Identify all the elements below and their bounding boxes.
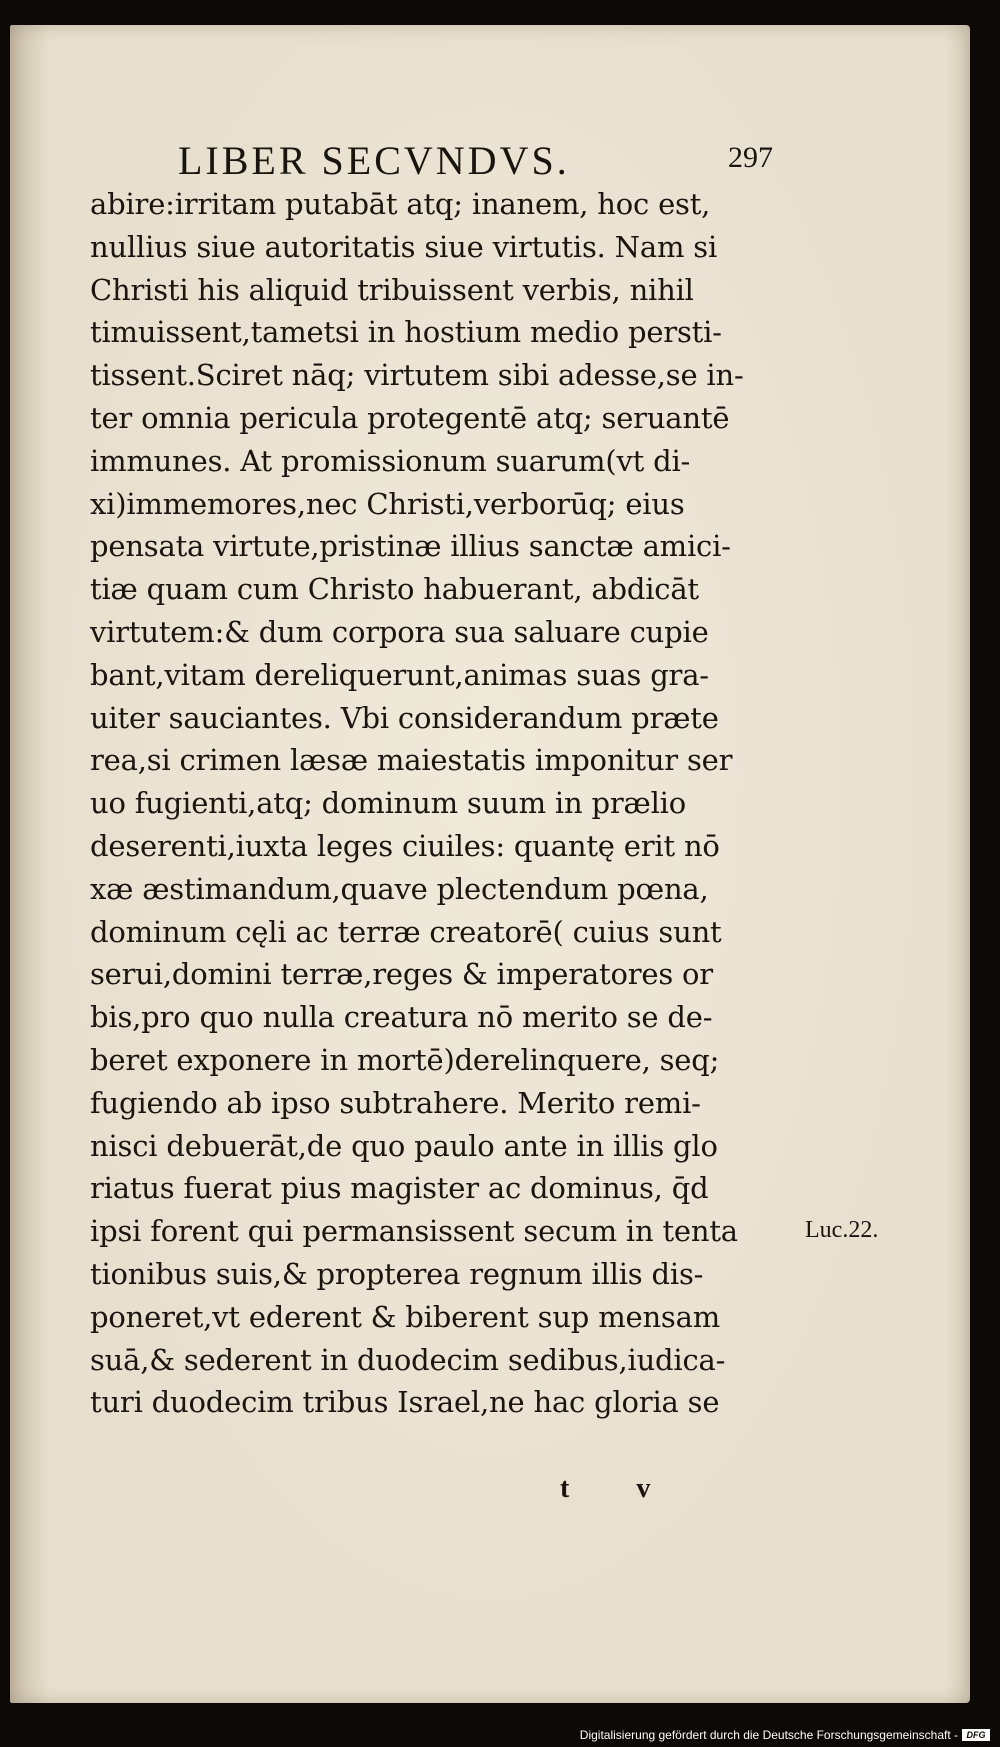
footer-credit: Digitalisierung gefördert durch die Deutsche Forschungsgemeinschaft - — [579, 1728, 958, 1742]
text-line: xæ æstimandum,quave plectendum pœna, — [90, 871, 709, 906]
text-line: suā,& sederent in duodecim sedibus,iudica- — [90, 1342, 726, 1377]
text-line: ter omnia pericula protegentē atq; seruantē — [90, 400, 730, 435]
text-line: serui,domini terræ,reges & imperatores or — [90, 957, 713, 992]
text-line: nisci debuerāt,de quo paulo ante in illis glo — [90, 1128, 718, 1163]
text-line: ipsi forent qui permansissent secum in tenta — [90, 1214, 738, 1249]
text-line: pensata virtute,pristinæ illius sanctæ amici- — [90, 529, 731, 564]
text-line: dominum cęli ac terræ creatorē( cuius sunt — [90, 914, 722, 949]
text-line: nullius siue autoritatis siue virtutis. Nam si — [90, 229, 718, 264]
text-line: tionibus suis,& propterea regnum illis dis- — [90, 1256, 704, 1291]
text-line: rea,si crimen læsæ maiestatis imponitur ser — [90, 743, 733, 778]
text-line: deserenti,iuxta leges ciuiles: quantę erit nō — [90, 828, 720, 863]
text-line: immunes. At promissionum suarum(vt di- — [90, 443, 691, 478]
running-head — [178, 137, 778, 187]
text-line: riatus fuerat pius magister ac dominus, q̄d — [90, 1171, 709, 1206]
body-text — [90, 183, 810, 1424]
text-line: tissent.Sciret nāq; virtutem sibi adesse,se in- — [90, 358, 744, 393]
footer-bar — [579, 1727, 996, 1743]
text-line: turi duodecim tribus Israel,ne hac gloria se — [90, 1385, 720, 1420]
book-page — [10, 25, 970, 1703]
text-line: xi)immemores,nec Christi,verborūq; eius — [90, 486, 685, 521]
marginal-note: Luc.22. — [805, 1217, 879, 1243]
text-line: uiter sauciantes. Vbi considerandum præte — [90, 700, 719, 735]
text-line: timuissent,tametsi in hostium medio persti- — [90, 315, 722, 350]
text-line: bant,vitam dereliquerunt,animas suas gra- — [90, 657, 709, 692]
signature-mark: t v — [560, 1473, 651, 1504]
text-line: virtutem:& dum corpora sua saluare cupie — [90, 614, 709, 649]
text-line: poneret,vt ederent & biberent sup mensam — [90, 1299, 721, 1334]
text-line: bis,pro quo nulla creatura nō merito se de- — [90, 1000, 713, 1035]
page-number: 297 — [728, 141, 773, 174]
text-line: abire:irritam putabāt atq; inanem, hoc est, — [90, 187, 711, 221]
text-line: Christi his aliquid tribuissent verbis, nihil — [90, 272, 694, 307]
text-line: uo fugienti,atq; dominum suum in prælio — [90, 786, 686, 821]
text-line: fugiendo ab ipso subtrahere. Merito remi- — [90, 1085, 701, 1120]
dfg-logo-icon: DFG — [962, 1729, 990, 1741]
running-head-title: LIBER SECVNDVS. — [178, 138, 570, 183]
text-line: beret exponere in mortē)derelinquere, seq; — [90, 1042, 720, 1077]
text-line: tiæ quam cum Christo habuerant, abdicāt — [90, 572, 699, 607]
